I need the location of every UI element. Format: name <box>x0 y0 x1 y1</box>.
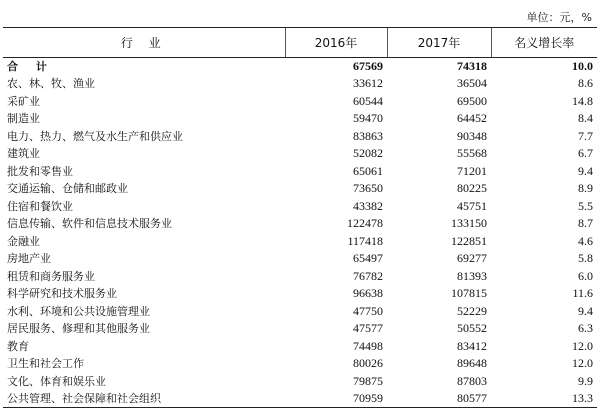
value-2017-cell: 45751 <box>457 198 487 213</box>
value-2017-cell: 36504 <box>457 76 487 91</box>
value-2017-cell: 81393 <box>457 268 487 283</box>
industry-cell: 教育 <box>7 339 29 353</box>
growth-cell: 12.0 <box>572 356 593 371</box>
value-2017-cell: 83412 <box>457 338 487 353</box>
growth-cell: 5.5 <box>578 198 593 213</box>
value-2017-cell: 90348 <box>457 128 487 143</box>
value-2017-cell: 74318 <box>457 59 487 73</box>
value-2017-cell: 80577 <box>387 390 491 408</box>
growth-cell: 9.9 <box>578 373 593 388</box>
value-2017-cell: 69500 <box>457 93 487 108</box>
unit-note: 单位：元，% <box>526 11 592 24</box>
table-row <box>3 233 597 251</box>
wage-table <box>3 27 597 408</box>
growth-cell: 10.0 <box>572 59 593 73</box>
industry-cell: 卫生和社会工作 <box>7 357 84 371</box>
growth-cell: 8.4 <box>578 111 593 126</box>
industry-cell: 交通运输、仓储和邮政业 <box>7 182 128 196</box>
value-2016-cell: 33612 <box>353 76 383 91</box>
table-row <box>3 355 597 373</box>
value-2016-cell: 65497 <box>353 251 383 266</box>
growth-cell: 4.6 <box>578 233 593 248</box>
growth-cell: 9.4 <box>578 303 593 318</box>
value-2016-cell: 47577 <box>353 321 383 336</box>
industry-cell: 农、林、牧、渔业 <box>7 77 95 91</box>
table-row <box>3 373 597 391</box>
industry-cell: 信息传输、软件和信息技术服务业 <box>7 217 172 231</box>
header-growth: 名义增长率 <box>491 28 597 58</box>
value-2016-cell: 65061 <box>353 163 383 178</box>
header-industry: 行 业 <box>3 28 285 58</box>
value-2016-cell: 122478 <box>347 216 383 231</box>
header-row <box>3 28 597 58</box>
industry-cell: 制造业 <box>7 112 40 126</box>
industry-cell: 房地产业 <box>7 252 51 266</box>
value-2017-cell: 69277 <box>457 251 487 266</box>
value-2016-cell: 79875 <box>353 373 383 388</box>
value-2016-cell: 83863 <box>353 128 383 143</box>
table-row <box>3 145 597 163</box>
table-row <box>3 390 597 408</box>
table-row <box>3 93 597 111</box>
value-2017-cell: 122851 <box>451 233 487 248</box>
value-2016-cell: 60544 <box>353 93 383 108</box>
table-row <box>3 285 597 303</box>
value-2016-cell: 67569 <box>353 59 383 73</box>
growth-cell: 8.6 <box>578 76 593 91</box>
industry-cell: 水利、环境和公共设施管理业 <box>7 304 150 318</box>
industry-cell: 采矿业 <box>7 94 40 108</box>
growth-cell: 6.0 <box>578 268 593 283</box>
table-row <box>3 75 597 93</box>
growth-cell: 7.7 <box>578 128 593 143</box>
table-row <box>3 215 597 233</box>
value-2016-cell: 74498 <box>353 338 383 353</box>
value-2016-cell: 80026 <box>353 356 383 371</box>
growth-cell: 8.9 <box>578 181 593 196</box>
growth-cell: 9.4 <box>578 163 593 178</box>
industry-cell: 批发和零售业 <box>7 164 73 178</box>
growth-cell: 11.6 <box>572 286 593 301</box>
value-2017-cell: 52229 <box>457 303 487 318</box>
value-2016-cell: 117418 <box>347 233 383 248</box>
value-2017-cell: 107815 <box>451 286 487 301</box>
table-row <box>3 198 597 216</box>
table-row <box>3 250 597 268</box>
value-2016-cell: 43382 <box>353 198 383 213</box>
table-row <box>3 268 597 286</box>
value-2016-cell: 76782 <box>353 268 383 283</box>
value-2016-cell: 59470 <box>353 111 383 126</box>
value-2017-cell: 133150 <box>451 216 487 231</box>
industry-cell: 住宿和餐饮业 <box>7 199 73 213</box>
value-2016-cell: 73650 <box>353 181 383 196</box>
value-2017-cell: 71201 <box>457 163 487 178</box>
industry-cell: 科学研究和技术服务业 <box>7 287 117 301</box>
growth-cell: 6.3 <box>578 321 593 336</box>
value-2016-cell: 47750 <box>353 303 383 318</box>
industry-cell: 公共管理、社会保障和社会组织 <box>3 390 285 408</box>
table-row <box>3 303 597 321</box>
header-2017: 2017年 <box>387 28 491 58</box>
header-2016: 2016年 <box>285 28 387 58</box>
value-2017-cell: 89648 <box>457 356 487 371</box>
value-2017-cell: 55568 <box>457 146 487 161</box>
total-row <box>3 58 597 76</box>
growth-cell: 12.0 <box>572 338 593 353</box>
growth-cell: 5.8 <box>578 251 593 266</box>
growth-cell: 6.7 <box>578 146 593 161</box>
value-2017-cell: 64452 <box>457 111 487 126</box>
industry-cell: 电力、热力、燃气及水生产和供应业 <box>7 129 183 143</box>
table-row <box>3 180 597 198</box>
industry-cell: 建筑业 <box>7 147 40 161</box>
table-row <box>3 128 597 146</box>
industry-cell: 文化、体育和娱乐业 <box>7 374 106 388</box>
industry-cell: 租赁和商务服务业 <box>7 269 95 283</box>
value-2017-cell: 80225 <box>457 181 487 196</box>
growth-cell: 14.8 <box>572 93 593 108</box>
table-body <box>3 58 597 408</box>
value-2016-cell: 52082 <box>353 146 383 161</box>
industry-cell: 居民服务、修理和其他服务业 <box>7 322 150 336</box>
value-2017-cell: 87803 <box>457 373 487 388</box>
table-row <box>3 110 597 128</box>
growth-cell: 8.7 <box>578 216 593 231</box>
table-header <box>3 28 597 58</box>
value-2016-cell: 70959 <box>285 390 387 408</box>
value-2017-cell: 50552 <box>457 321 487 336</box>
table-row <box>3 320 597 338</box>
value-2016-cell: 96638 <box>353 286 383 301</box>
industry-cell: 合 计 <box>7 60 54 73</box>
growth-cell: 13.3 <box>491 390 597 408</box>
table-row <box>3 338 597 356</box>
industry-cell: 金融业 <box>7 234 40 248</box>
table-row <box>3 163 597 181</box>
